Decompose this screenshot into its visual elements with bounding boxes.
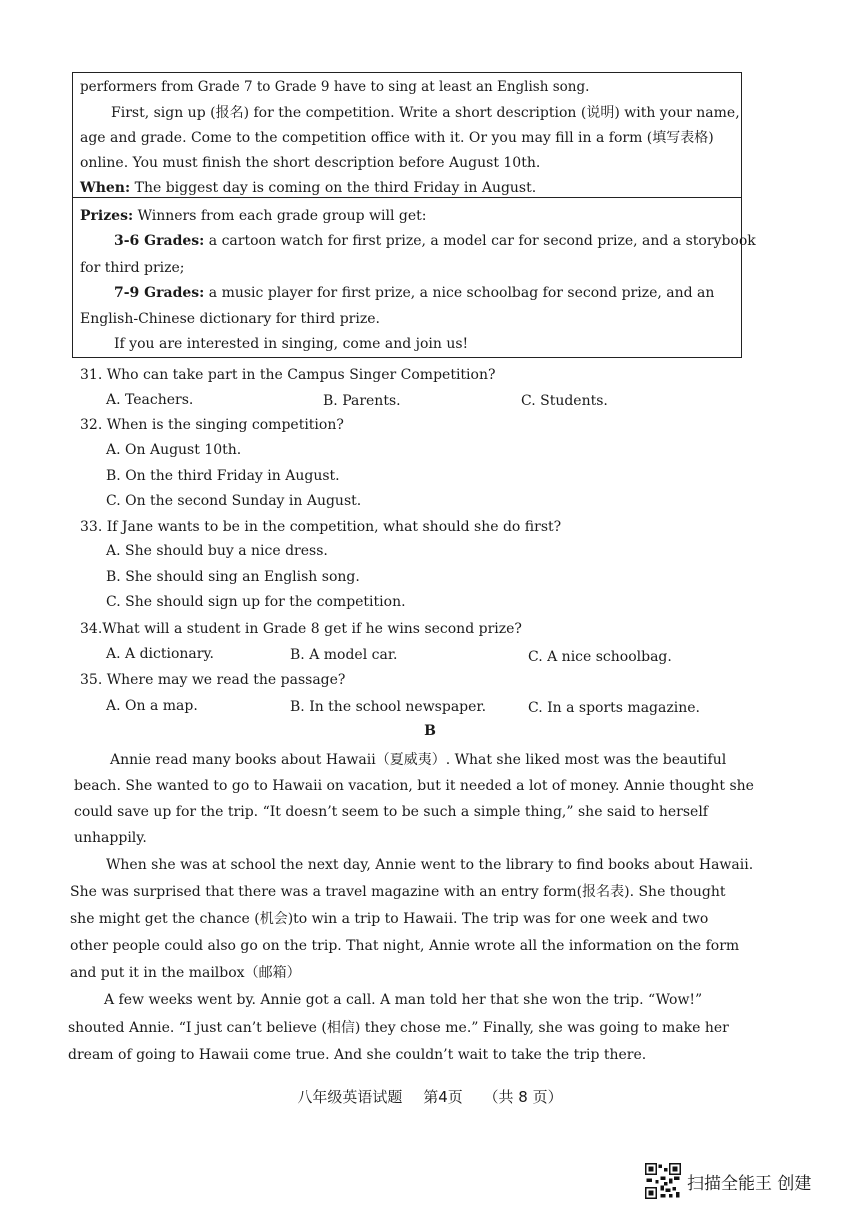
page-footer: [0, 1086, 860, 1107]
p1-line-1: Annie read many books about Hawaii（夏威夷）. What she liked most was the beautiful: [110, 752, 727, 768]
notice-line-3: age and grade. Come to the competition office with it. Or you may fill in a form (填写表格): [80, 130, 714, 146]
q32-option-c: C. On the second Sunday in August.: [106, 493, 362, 509]
notice-when: [80, 179, 536, 197]
p1-line-3: could save up for the trip. “It doesn’t seem to be such a simple thing,” she said to herself: [74, 804, 708, 820]
notice-divider: [73, 197, 741, 198]
p1-line-2: beach. She wanted to go to Hawaii on vacation, but it needed a lot of money. Annie thought she: [74, 778, 754, 794]
footer-total-pages: （共 8 页）: [483, 1088, 563, 1106]
p3-line-3: dream of going to Hawaii come true. And she couldn’t wait to take the trip there.: [68, 1047, 647, 1063]
q33-option-c: C. She should sign up for the competition.: [106, 594, 406, 610]
notice-grades-7-9: [114, 284, 714, 302]
q34-option-b: B. A model car.: [290, 647, 398, 663]
p2-line-5: and put it in the mailbox（邮箱）: [70, 965, 301, 981]
grades-7-9-text: a music player for first prize, a nice schoolbag for second prize, and an: [204, 285, 715, 301]
prizes-label: Prizes:: [80, 208, 134, 224]
notice-prizes: [80, 207, 427, 225]
notice-grades-7-9-cont: English-Chinese dictionary for third prize.: [80, 311, 380, 327]
notice-closing: If you are interested in singing, come and join us!: [114, 336, 469, 352]
p2-line-4: other people could also go on the trip. That night, Annie wrote all the information on the form: [70, 938, 740, 954]
question-35: 35. Where may we read the passage?: [80, 672, 346, 688]
p2-line-1: When she was at school the next day, Annie went to the library to find books about Hawaii.: [106, 857, 754, 873]
q35-option-a: A. On a map.: [106, 698, 198, 714]
p3-line-1: A few weeks went by. Annie got a call. A man told her that she won the trip. “Wow!”: [104, 992, 703, 1008]
q35-option-b: B. In the school newspaper.: [290, 699, 487, 715]
footer-page-number: 第4页: [423, 1088, 463, 1106]
notice-grades-3-6-cont: for third prize;: [80, 260, 185, 276]
grades-7-9-label: 7-9 Grades:: [114, 285, 205, 301]
q33-option-a: A. She should buy a nice dress.: [106, 543, 328, 559]
p3-line-2: shouted Annie. “I just can’t believe (相信) they chose me.” Finally, she was going to make her: [68, 1020, 729, 1036]
q31-option-b: B. Parents.: [323, 393, 401, 409]
footer-exam-title: 八年级英语试题: [297, 1088, 403, 1106]
q33-option-b: B. She should sing an English song.: [106, 569, 360, 585]
section-b-heading: B: [424, 723, 436, 739]
scanner-watermark-text: 扫描全能王 创建: [687, 1173, 812, 1194]
question-33: 33. If Jane wants to be in the competition, what should she do first?: [80, 519, 562, 535]
when-label: When:: [80, 180, 131, 196]
question-32: 32. When is the singing competition?: [80, 417, 344, 433]
q34-option-c: C. A nice schoolbag.: [528, 649, 672, 665]
qr-code-icon: [645, 1163, 681, 1199]
q35-option-c: C. In a sports magazine.: [528, 700, 700, 716]
q32-option-b: B. On the third Friday in August.: [106, 468, 340, 484]
q31-option-c: C. Students.: [521, 393, 608, 409]
question-34: 34.What will a student in Grade 8 get if he wins second prize?: [80, 621, 522, 637]
q34-option-a: A. A dictionary.: [106, 646, 214, 662]
notice-grades-3-6: [114, 232, 756, 250]
prizes-text: Winners from each grade group will get:: [133, 208, 427, 224]
p2-line-2: She was surprised that there was a travel magazine with an entry form(报名表). She thought: [70, 884, 726, 900]
p1-line-4: unhappily.: [74, 830, 147, 846]
scanner-watermark: [645, 1163, 811, 1199]
when-text: The biggest day is coming on the third Friday in August.: [130, 180, 537, 196]
notice-line-2: First, sign up (报名) for the competition. Write a short description (说明) with your name,: [111, 105, 740, 121]
notice-line-4: online. You must finish the short description before August 10th.: [80, 155, 541, 171]
grades-3-6-label: 3-6 Grades:: [114, 233, 205, 249]
q32-option-a: A. On August 10th.: [106, 442, 242, 458]
notice-line-1: performers from Grade 7 to Grade 9 have to sing at least an English song.: [80, 79, 590, 95]
q31-option-a: A. Teachers.: [106, 392, 194, 408]
question-31: 31. Who can take part in the Campus Singer Competition?: [80, 367, 496, 383]
grades-3-6-text: a cartoon watch for first prize, a model car for second prize, and a storybook: [204, 233, 756, 249]
p2-line-3: she might get the chance (机会)to win a trip to Hawaii. The trip was for one week and two: [70, 911, 709, 927]
